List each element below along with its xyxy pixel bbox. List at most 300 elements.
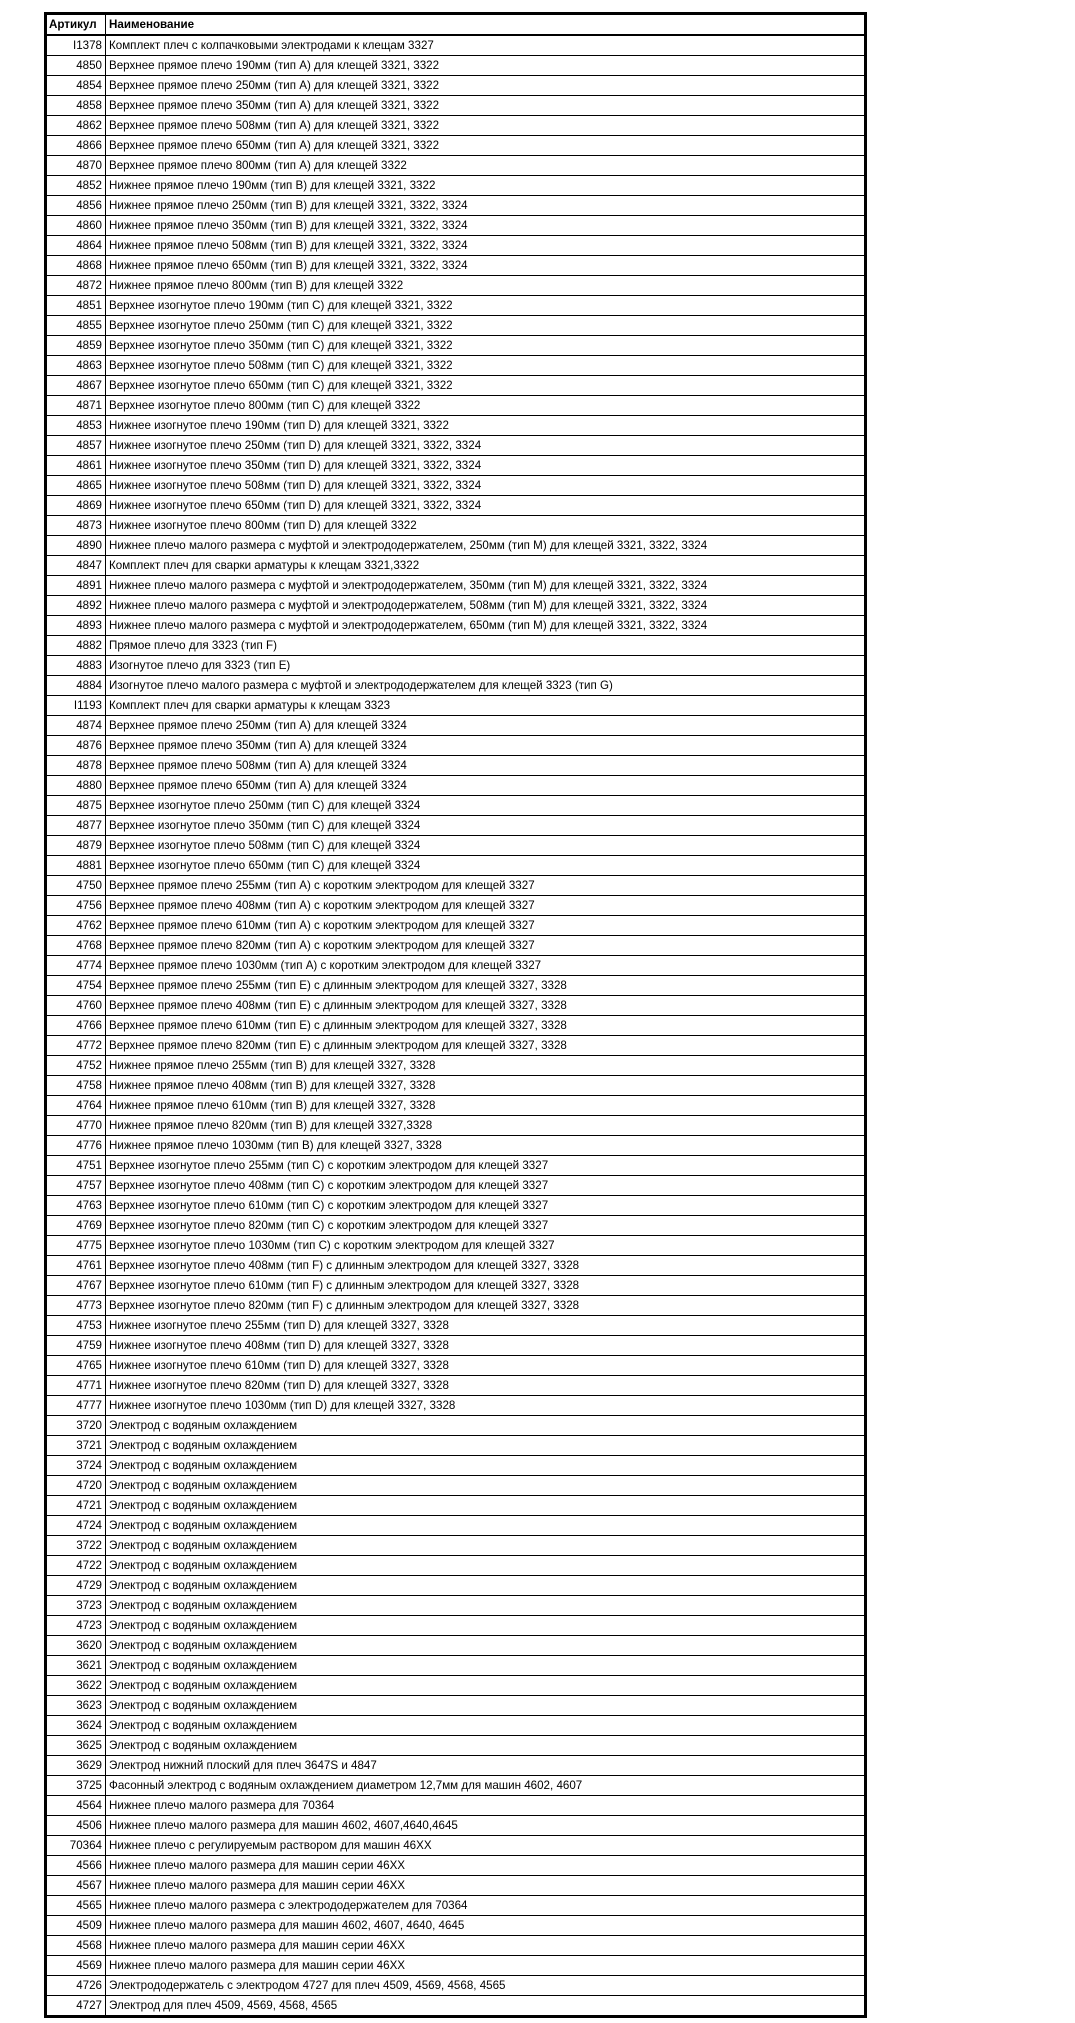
table-body [46,35,866,2017]
article-cell: 4775 [46,1236,106,1256]
table-row [46,536,866,556]
article-cell: 4865 [46,476,106,496]
table-row [46,1016,866,1036]
article-cell: 4869 [46,496,106,516]
article-cell: 4726 [46,1976,106,1996]
table-row [46,76,866,96]
article-cell: 4766 [46,1016,106,1036]
table-row [46,1376,866,1396]
table-row [46,1756,866,1776]
table-row [46,676,866,696]
article-cell: 4565 [46,1896,106,1916]
table-row [46,1916,866,1936]
table-row [46,736,866,756]
article-cell: 4758 [46,1076,106,1096]
article-cell: 4761 [46,1256,106,1276]
article-cell: 4866 [46,136,106,156]
table-row [46,176,866,196]
name-cell: Электрод с водяным охлаждением [106,1476,866,1496]
name-cell: Изогнутое плечо для 3323 (тип Е) [106,656,866,676]
name-cell: Нижнее изогнутое плечо 820мм (тип D) для клещей 3327, 3328 [106,1376,866,1396]
name-cell: Комплект плеч для сварки арматуры к клещам 3323 [106,696,866,716]
name-cell: Нижнее прямое плечо 255мм (тип В) для клещей 3327, 3328 [106,1056,866,1076]
name-cell: Нижнее прямое плечо 350мм (тип В) для клещей 3321, 3322, 3324 [106,216,866,236]
name-cell: Нижнее плечо малого размера для машин 4602, 4607,4640,4645 [106,1816,866,1836]
column-header-article: Артикул [46,14,106,36]
name-cell: Изогнутое плечо малого размера с муфтой и электрододержателем для клещей 3323 (тип G) [106,676,866,696]
table-row [46,1456,866,1476]
table-row [46,216,866,236]
table-row [46,436,866,456]
table-row [46,1256,866,1276]
table-row [46,396,866,416]
name-cell: Электрод с водяным охлаждением [106,1696,866,1716]
article-cell: 3725 [46,1776,106,1796]
article-cell: 70364 [46,1836,106,1856]
parts-table [44,12,867,2018]
article-cell: 4774 [46,956,106,976]
table-row [46,336,866,356]
name-cell: Нижнее изогнутое плечо 610мм (тип D) для клещей 3327, 3328 [106,1356,866,1376]
name-cell: Электрододержатель с электродом 4727 для плеч 4509, 4569, 4568, 4565 [106,1976,866,1996]
header-row [46,14,866,36]
name-cell: Верхнее прямое плечо 190мм (тип А) для клещей 3321, 3322 [106,56,866,76]
article-cell: 4772 [46,1036,106,1056]
name-cell: Нижнее плечо малого размера для машин серии 46XX [106,1876,866,1896]
table-row [46,1216,866,1236]
name-cell: Нижнее плечо малого размера с муфтой и электрододержателем, 650мм (тип М) для клещей 3321, 3322, 3324 [106,616,866,636]
table-row [46,716,866,736]
name-cell: Электрод с водяным охлаждением [106,1416,866,1436]
table-row [46,1356,866,1376]
table-row [46,856,866,876]
name-cell: Фасонный электрод с водяным охлаждением диаметром 12,7мм для машин 4602, 4607 [106,1776,866,1796]
article-cell: 4890 [46,536,106,556]
name-cell: Нижнее плечо малого размера для машин серии 46XX [106,1936,866,1956]
article-cell: 4860 [46,216,106,236]
name-cell: Электрод с водяным охлаждением [106,1556,866,1576]
article-cell: 4765 [46,1356,106,1376]
name-cell: Верхнее изогнутое плечо 350мм (тип С) для клещей 3321, 3322 [106,336,866,356]
article-cell: 4759 [46,1336,106,1356]
article-cell: 4750 [46,876,106,896]
table-row [46,416,866,436]
article-cell: 3720 [46,1416,106,1436]
name-cell: Электрод с водяным охлаждением [106,1656,866,1676]
name-cell: Верхнее изогнутое плечо 610мм (тип F) с длинным электродом для клещей 3327, 3328 [106,1276,866,1296]
table-row [46,1876,866,1896]
name-cell: Прямое плечо для 3323 (тип F) [106,636,866,656]
table-row [46,276,866,296]
article-cell: 4854 [46,76,106,96]
name-cell: Нижнее прямое плечо 820мм (тип В) для клещей 3327,3328 [106,1116,866,1136]
table-row [46,556,866,576]
name-cell: Электрод с водяным охлаждением [106,1536,866,1556]
article-cell: 4754 [46,976,106,996]
article-cell: 3622 [46,1676,106,1696]
article-cell: 3723 [46,1596,106,1616]
name-cell: Верхнее прямое плечо 650мм (тип А) для клещей 3321, 3322 [106,136,866,156]
article-cell: 4858 [46,96,106,116]
article-cell: 4859 [46,336,106,356]
name-cell: Нижнее плечо малого размера с муфтой и электрододержателем, 250мм (тип М) для клещей 3321, 3322, 3324 [106,536,866,556]
article-cell: 4729 [46,1576,106,1596]
table-row [46,576,866,596]
name-cell: Нижнее плечо малого размера для машин 4602, 4607, 4640, 4645 [106,1916,866,1936]
table-row [46,956,866,976]
article-cell: 4875 [46,796,106,816]
name-cell: Электрод с водяным охлаждением [106,1516,866,1536]
table-row [46,996,866,1016]
article-cell: 4853 [46,416,106,436]
name-cell: Электрод с водяным охлаждением [106,1716,866,1736]
table-row [46,1796,866,1816]
name-cell: Верхнее прямое плечо 610мм (тип А) с коротким электродом для клещей 3327 [106,916,866,936]
name-cell: Верхнее изогнутое плечо 650мм (тип С) для клещей 3324 [106,856,866,876]
name-cell: Нижнее изогнутое плечо 800мм (тип D) для клещей 3322 [106,516,866,536]
name-cell: Верхнее изогнутое плечо 408мм (тип F) с длинным электродом для клещей 3327, 3328 [106,1256,866,1276]
table-row [46,376,866,396]
article-cell: 4757 [46,1176,106,1196]
name-cell: Верхнее изогнутое плечо 610мм (тип С) с коротким электродом для клещей 3327 [106,1196,866,1216]
name-cell: Нижнее изогнутое плечо 508мм (тип D) для клещей 3321, 3322, 3324 [106,476,866,496]
table-row [46,796,866,816]
table-row [46,1396,866,1416]
article-cell: 4852 [46,176,106,196]
name-cell: Электрод с водяным охлаждением [106,1496,866,1516]
article-cell: 4509 [46,1916,106,1936]
name-cell: Верхнее изогнутое плечо 1030мм (тип С) с коротким электродом для клещей 3327 [106,1236,866,1256]
table-row [46,1676,866,1696]
table-row [46,476,866,496]
table-row [46,976,866,996]
table-row [46,1156,866,1176]
article-cell: 4880 [46,776,106,796]
name-cell: Верхнее прямое плечо 250мм (тип А) для клещей 3324 [106,716,866,736]
table-row [46,1936,866,1956]
table-row [46,1716,866,1736]
name-cell: Нижнее прямое плечо 408мм (тип В) для клещей 3327, 3328 [106,1076,866,1096]
article-cell: 4884 [46,676,106,696]
article-cell: 3621 [46,1656,106,1676]
table-row [46,1076,866,1096]
table-row [46,1136,866,1156]
article-cell: 4569 [46,1956,106,1976]
article-cell: 4861 [46,456,106,476]
table-row [46,836,866,856]
name-cell: Электрод для плеч 4509, 4569, 4568, 4565 [106,1996,866,2017]
name-cell: Электрод с водяным охлаждением [106,1596,866,1616]
name-cell: Верхнее прямое плечо 508мм (тип А) для клещей 3324 [106,756,866,776]
table-row [46,516,866,536]
name-cell: Верхнее прямое плечо 820мм (тип А) с коротким электродом для клещей 3327 [106,936,866,956]
name-cell: Верхнее прямое плечо 350мм (тип А) для клещей 3324 [106,736,866,756]
name-cell: Верхнее прямое плечо 800мм (тип А) для клещей 3322 [106,156,866,176]
table-row [46,1516,866,1536]
name-cell: Комплект плеч для сварки арматуры к клещам 3321,3322 [106,556,866,576]
table-row [46,1496,866,1516]
name-cell: Нижнее плечо малого размера с муфтой и электрододержателем, 508мм (тип М) для клещей 3321, 3322, 3324 [106,596,866,616]
table-row [46,1636,866,1656]
name-cell: Нижнее плечо малого размера с электрододержателем для 70364 [106,1896,866,1916]
table-row [46,1476,866,1496]
article-cell: 4862 [46,116,106,136]
article-cell: 4856 [46,196,106,216]
table-row [46,1576,866,1596]
name-cell: Нижнее изогнутое плечо 255мм (тип D) для клещей 3327, 3328 [106,1316,866,1336]
name-cell: Верхнее изогнутое плечо 508мм (тип С) для клещей 3324 [106,836,866,856]
name-cell: Верхнее изогнутое плечо 250мм (тип С) для клещей 3324 [106,796,866,816]
table-row [46,1976,866,1996]
article-cell: 4753 [46,1316,106,1336]
article-cell: 4877 [46,816,106,836]
table-row [46,56,866,76]
name-cell: Электрод с водяным охлаждением [106,1636,866,1656]
name-cell: Верхнее изогнутое плечо 350мм (тип С) для клещей 3324 [106,816,866,836]
article-cell: 4893 [46,616,106,636]
table-row [46,1596,866,1616]
table-row [46,1196,866,1216]
table-row [46,136,866,156]
name-cell: Верхнее прямое плечо 508мм (тип А) для клещей 3321, 3322 [106,116,866,136]
table-row [46,1956,866,1976]
table-row [46,1416,866,1436]
name-cell: Верхнее прямое плечо 255мм (тип Е) с длинным электродом для клещей 3327, 3328 [106,976,866,996]
article-cell: 4764 [46,1096,106,1116]
table-row [46,256,866,276]
table-row [46,1236,866,1256]
name-cell: Верхнее прямое плечо 350мм (тип А) для клещей 3321, 3322 [106,96,866,116]
article-cell: 4850 [46,56,106,76]
article-cell: 3724 [46,1456,106,1476]
name-cell: Верхнее прямое плечо 1030мм (тип А) с коротким электродом для клещей 3327 [106,956,866,976]
article-cell: 4724 [46,1516,106,1536]
table-row [46,456,866,476]
name-cell: Электрод с водяным охлаждением [106,1456,866,1476]
name-cell: Верхнее прямое плечо 408мм (тип Е) с длинным электродом для клещей 3327, 3328 [106,996,866,1016]
article-cell: 4868 [46,256,106,276]
name-cell: Верхнее прямое плечо 250мм (тип А) для клещей 3321, 3322 [106,76,866,96]
article-cell: 4768 [46,936,106,956]
table-row [46,596,866,616]
name-cell: Нижнее плечо малого размера для машин серии 46XX [106,1956,866,1976]
article-cell: 4773 [46,1296,106,1316]
table-row [46,616,866,636]
name-cell: Нижнее плечо с регулируемым раствором для машин 46XX [106,1836,866,1856]
table-row [46,1656,866,1676]
name-cell: Верхнее изогнутое плечо 820мм (тип С) с коротким электродом для клещей 3327 [106,1216,866,1236]
name-cell: Нижнее прямое плечо 610мм (тип В) для клещей 3327, 3328 [106,1096,866,1116]
table-row [46,296,866,316]
article-cell: 4874 [46,716,106,736]
article-cell: 4867 [46,376,106,396]
name-cell: Нижнее прямое плечо 250мм (тип В) для клещей 3321, 3322, 3324 [106,196,866,216]
name-cell: Верхнее изогнутое плечо 255мм (тип С) с коротким электродом для клещей 3327 [106,1156,866,1176]
name-cell: Верхнее прямое плечо 255мм (тип А) с коротким электродом для клещей 3327 [106,876,866,896]
table-row [46,1696,866,1716]
table-row [46,1296,866,1316]
name-cell: Электрод с водяным охлаждением [106,1616,866,1636]
article-cell: 4873 [46,516,106,536]
article-cell: 4762 [46,916,106,936]
article-cell: I1193 [46,696,106,716]
article-cell: 4763 [46,1196,106,1216]
article-cell: 4769 [46,1216,106,1236]
table-row [46,196,866,216]
table-row [46,636,866,656]
article-cell: 3625 [46,1736,106,1756]
article-cell: 4891 [46,576,106,596]
name-cell: Нижнее прямое плечо 800мм (тип В) для клещей 3322 [106,276,866,296]
name-cell: Нижнее прямое плечо 508мм (тип В) для клещей 3321, 3322, 3324 [106,236,866,256]
name-cell: Верхнее изогнутое плечо 650мм (тип С) для клещей 3321, 3322 [106,376,866,396]
table-row [46,776,866,796]
article-cell: 4851 [46,296,106,316]
article-cell: 4756 [46,896,106,916]
name-cell: Верхнее изогнутое плечо 820мм (тип F) с длинным электродом для клещей 3327, 3328 [106,1296,866,1316]
article-cell: 3722 [46,1536,106,1556]
name-cell: Нижнее изогнутое плечо 190мм (тип D) для клещей 3321, 3322 [106,416,866,436]
name-cell: Верхнее прямое плечо 610мм (тип Е) с длинным электродом для клещей 3327, 3328 [106,1016,866,1036]
table-row [46,236,866,256]
article-cell: 4855 [46,316,106,336]
name-cell: Электрод нижний плоский для плеч 3647S и 4847 [106,1756,866,1776]
table-row [46,1836,866,1856]
article-cell: 4566 [46,1856,106,1876]
name-cell: Нижнее прямое плечо 1030мм (тип В) для клещей 3327, 3328 [106,1136,866,1156]
table-row [46,896,866,916]
table-row [46,1856,866,1876]
table-row [46,1116,866,1136]
article-cell: 3624 [46,1716,106,1736]
table-row [46,1816,866,1836]
name-cell: Нижнее изогнутое плечо 408мм (тип D) для клещей 3327, 3328 [106,1336,866,1356]
name-cell: Электрод с водяным охлаждением [106,1736,866,1756]
table-row [46,1616,866,1636]
name-cell: Электрод с водяным охлаждением [106,1676,866,1696]
article-cell: 4870 [46,156,106,176]
article-cell: 4506 [46,1816,106,1836]
article-cell: 4760 [46,996,106,1016]
article-cell: 4882 [46,636,106,656]
table-row [46,816,866,836]
name-cell: Нижнее плечо малого размера для 70364 [106,1796,866,1816]
article-cell: 4722 [46,1556,106,1576]
table-row [46,1316,866,1336]
name-cell: Верхнее изогнутое плечо 508мм (тип С) для клещей 3321, 3322 [106,356,866,376]
article-cell: 3620 [46,1636,106,1656]
article-cell: 4767 [46,1276,106,1296]
article-cell: 4771 [46,1376,106,1396]
table-row [46,1056,866,1076]
table-row [46,876,866,896]
article-cell: 4777 [46,1396,106,1416]
article-cell: 3629 [46,1756,106,1776]
table-row [46,1896,866,1916]
article-cell: 3721 [46,1436,106,1456]
table-row [46,356,866,376]
table-row [46,1736,866,1756]
name-cell: Верхнее изогнутое плечо 408мм (тип С) с коротким электродом для клещей 3327 [106,1176,866,1196]
table-row [46,1536,866,1556]
name-cell: Электрод с водяным охлаждением [106,1436,866,1456]
article-cell: 4567 [46,1876,106,1896]
article-cell: 4770 [46,1116,106,1136]
article-cell: 4720 [46,1476,106,1496]
name-cell: Нижнее плечо малого размера с муфтой и электрододержателем, 350мм (тип М) для клещей 3321, 3322, 3324 [106,576,866,596]
table-row [46,1096,866,1116]
article-cell: 3623 [46,1696,106,1716]
article-cell: 4871 [46,396,106,416]
table-row [46,1336,866,1356]
article-cell: 4721 [46,1496,106,1516]
table-row [46,696,866,716]
article-cell: 4564 [46,1796,106,1816]
article-cell: 4863 [46,356,106,376]
name-cell: Нижнее прямое плечо 190мм (тип В) для клещей 3321, 3322 [106,176,866,196]
article-cell: 4568 [46,1936,106,1956]
article-cell: 4847 [46,556,106,576]
article-cell: 4892 [46,596,106,616]
name-cell: Верхнее изогнутое плечо 190мм (тип С) для клещей 3321, 3322 [106,296,866,316]
table-row [46,1036,866,1056]
article-cell: 4883 [46,656,106,676]
table-row [46,756,866,776]
article-cell: 4864 [46,236,106,256]
article-cell: 4723 [46,1616,106,1636]
article-cell: 4878 [46,756,106,776]
name-cell: Нижнее изогнутое плечо 1030мм (тип D) для клещей 3327, 3328 [106,1396,866,1416]
name-cell: Верхнее изогнутое плечо 800мм (тип С) для клещей 3322 [106,396,866,416]
name-cell: Нижнее изогнутое плечо 350мм (тип D) для клещей 3321, 3322, 3324 [106,456,866,476]
article-cell: 4872 [46,276,106,296]
article-cell: 4751 [46,1156,106,1176]
table-row [46,496,866,516]
name-cell: Нижнее прямое плечо 650мм (тип В) для клещей 3321, 3322, 3324 [106,256,866,276]
article-cell: 4857 [46,436,106,456]
table-row [46,1996,866,2017]
article-cell: 4727 [46,1996,106,2017]
article-cell: I1378 [46,35,106,56]
article-cell: 4881 [46,856,106,876]
name-cell: Верхнее прямое плечо 650мм (тип А) для клещей 3324 [106,776,866,796]
name-cell: Нижнее плечо малого размера для машин серии 46XX [106,1856,866,1876]
table-row [46,316,866,336]
table-row [46,656,866,676]
name-cell: Нижнее изогнутое плечо 250мм (тип D) для клещей 3321, 3322, 3324 [106,436,866,456]
table-row [46,936,866,956]
name-cell: Верхнее изогнутое плечо 250мм (тип С) для клещей 3321, 3322 [106,316,866,336]
table-row [46,1436,866,1456]
table-row [46,1176,866,1196]
name-cell: Верхнее прямое плечо 820мм (тип Е) с длинным электродом для клещей 3327, 3328 [106,1036,866,1056]
name-cell: Верхнее прямое плечо 408мм (тип А) с коротким электродом для клещей 3327 [106,896,866,916]
name-cell: Электрод с водяным охлаждением [106,1576,866,1596]
article-cell: 4879 [46,836,106,856]
table-row [46,96,866,116]
table-row [46,916,866,936]
article-cell: 4876 [46,736,106,756]
table-row [46,1276,866,1296]
name-cell: Комплект плеч с колпачковыми электродами к клещам 3327 [106,35,866,56]
table-row [46,1776,866,1796]
name-cell: Нижнее изогнутое плечо 650мм (тип D) для клещей 3321, 3322, 3324 [106,496,866,516]
table-row [46,35,866,56]
table-row [46,116,866,136]
table-row [46,156,866,176]
article-cell: 4752 [46,1056,106,1076]
table-row [46,1556,866,1576]
